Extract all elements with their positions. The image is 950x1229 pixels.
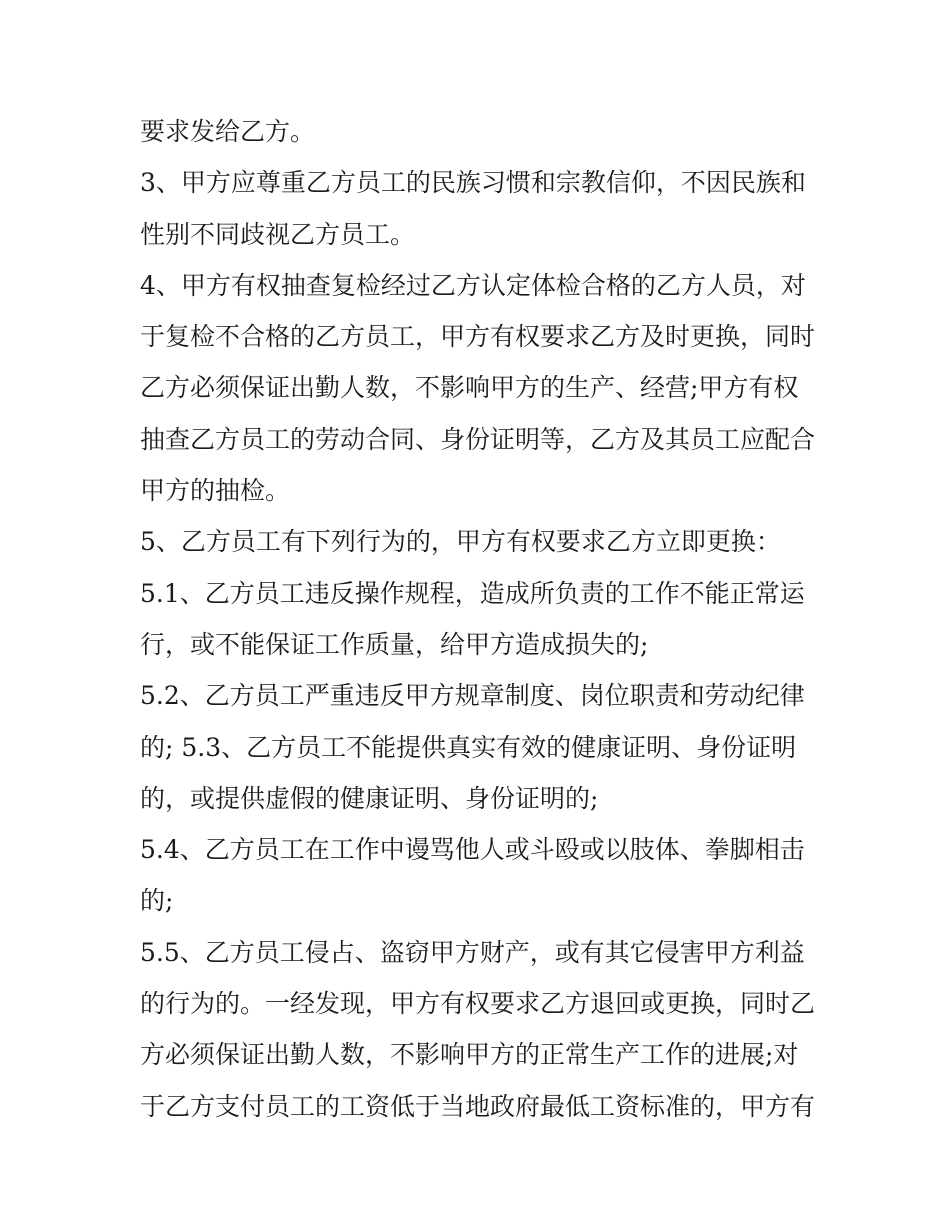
text-line: 的; <box>140 886 174 916</box>
text-line: 5.5、乙方员工侵占、盗窃甲方财产，或有其它侵害甲方利益 <box>140 937 805 967</box>
text-line: 5、乙方员工有下列行为的，甲方有权要求乙方立即更换： <box>140 527 781 557</box>
text-line: 4、甲方有权抽查复检经过乙方认定体检合格的乙方人员，对 <box>140 270 806 300</box>
document-body <box>140 106 820 1132</box>
text-line: 性别不同歧视乙方员工。 <box>140 219 416 249</box>
text-line: 乙方必须保证出勤人数，不影响甲方的生产、经营;甲方有权 <box>140 373 799 403</box>
text-line: 要求发给乙方。 <box>140 117 316 146</box>
text-line: 5.4、乙方员工在工作中谩骂他人或斗殴或以肢体、拳脚相击 <box>140 835 805 865</box>
text-line: 的; 5.3、乙方员工不能提供真实有效的健康证明、身份证明 <box>140 732 797 762</box>
text-line: 方必须保证出勤人数，不影响甲方的正常生产工作的进展;对 <box>140 1040 799 1070</box>
text-line: 抽查乙方员工的劳动合同、身份证明等，乙方及其员工应配合 <box>140 424 816 454</box>
text-line: 于复检不合格的乙方员工，甲方有权要求乙方及时更换，同时 <box>140 322 816 352</box>
text-line: 的，或提供虚假的健康证明、身份证明的; <box>140 783 599 813</box>
text-line: 行，或不能保证工作质量，给甲方造成损失的; <box>140 629 649 659</box>
text-line: 3、甲方应尊重乙方员工的民族习惯和宗教信仰，不因民族和 <box>140 168 806 198</box>
text-line: 甲方的抽检。 <box>140 476 291 506</box>
text-line: 的行为的。一经发现，甲方有权要求乙方退回或更换，同时乙 <box>140 989 816 1019</box>
text-line: 5.2、乙方员工严重违反甲方规章制度、岗位职责和劳动纪律 <box>140 681 805 711</box>
text-line: 5.1、乙方员工违反操作规程，造成所负责的工作不能正常运 <box>140 578 805 608</box>
text-line: 于乙方支付员工的工资低于当地政府最低工资标准的，甲方有 <box>140 1091 816 1121</box>
